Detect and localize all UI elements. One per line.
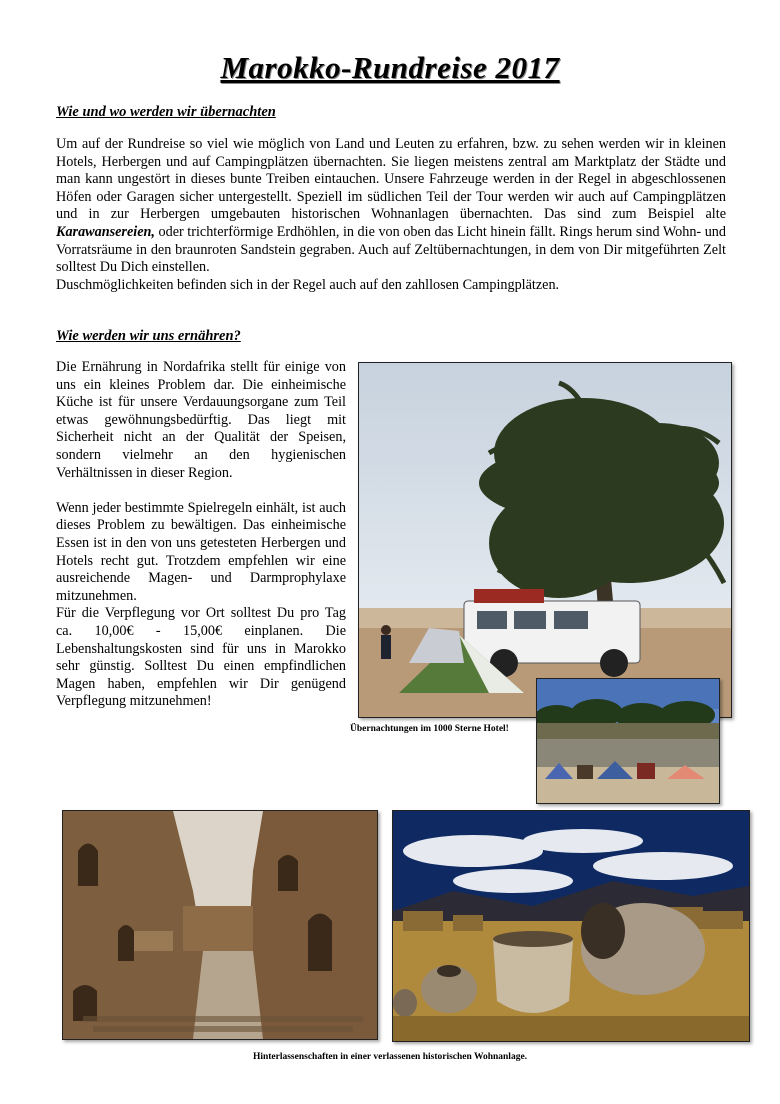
- accommodation-text: [56, 136, 726, 294]
- photo-ruins-corridor: [62, 810, 378, 1040]
- ruins-photo-caption: Hinterlassenschaften in einer verlassenen historischen Wohnanlage.: [252, 1052, 528, 1062]
- food-paragraph-2: Wenn jeder bestimmte Spielregeln einhält, ist auch dieses Problem zu bewältigen. Das einheimische Essen ist in den von uns getesteten Herbergen und Hotels recht gut. Trotzdem empfehlen wir eine ausreichende Magen- und Darmprophylaxe mitzunehmen.: [56, 499, 346, 604]
- karawansereien-emphasis: Karawansereien,: [56, 223, 155, 240]
- section-heading-food: Wie werden wir uns ernähren?: [56, 328, 241, 344]
- section-heading-accommodation: Wie und wo werden wir übernachten: [56, 104, 276, 120]
- photo-camp-tents: [536, 678, 720, 804]
- palm-jeep-illustration: [359, 363, 731, 717]
- food-paragraph-3: Für die Verpflegung vor Ort solltest Du pro Tag ca. 10,00€ - 15,00€ einplanen. Die Lebenshaltungskosten sind für uns in Marokko sehr günstig. Solltest Du einen empfindlichen Magen haben, empfehlen wir Dir genügend Verpflegung mitzunehmen!: [56, 605, 346, 710]
- photo-palm-jeep-camp: [358, 362, 732, 718]
- photo-desert-pottery: [392, 810, 750, 1042]
- camp-photo-caption: Übernachtungen im 1000 Sterne Hotel!: [350, 724, 509, 734]
- desert-pottery-illustration: [393, 811, 749, 1041]
- page-title: Marokko-Rundreise 2017: [220, 50, 560, 85]
- accommodation-text-3: Duschmöglichkeiten befinden sich in der Regel auch auf den zahllosen Campingplätzen.: [56, 276, 560, 293]
- accommodation-text-1: Um auf der Rundreise so viel wie möglich von Land und Leuten zu erfahren, bzw. zu sehen werden wir in kleinen Hotels, Herbergen und auf Campingplätzen übernachten. Sie liegen meistens zentral am Marktplatz der Städte und man kann ungestört in dieses bunte Treiben eintauchen. Unsere Fahrzeuge werden in der Regel in abgeschlossenen Höfen oder Garagen sicher untergestellt. Speziell im südlichen Teil der Tour werden wir auch auf Campingplätzen und in zur Herbergen umgebauten historischen Wohnanlagen übernachten. Das sind zum Beispiel alte: [56, 136, 726, 223]
- ruins-corridor-illustration: [63, 811, 377, 1039]
- food-paragraph-1: Die Ernährung in Nordafrika stellt für einige von uns ein kleines Problem dar. Die einheimische Küche ist für unsere Verdauungsorgane zum Teil etwas gewöhnungsbedürftig. Das liegt mit Sicherheit nicht an der Qualität der Speisen, sondern vielmehr an den hygienischen Verhältnissen in dieser Region.: [56, 359, 346, 481]
- camp-tents-illustration: [537, 679, 719, 803]
- food-text: [56, 359, 346, 728]
- accommodation-text-2: oder trichterförmige Erdhöhlen, in die von oben das Licht hinein fällt. Rings herum sind Wohn- und Vorratsräume in den braunroten Sandstein gegraben. Auch auf Zeltübernachtungen, in dem von Dir mitgeführten Zelt solltest Du Dich einstellen.: [56, 223, 726, 276]
